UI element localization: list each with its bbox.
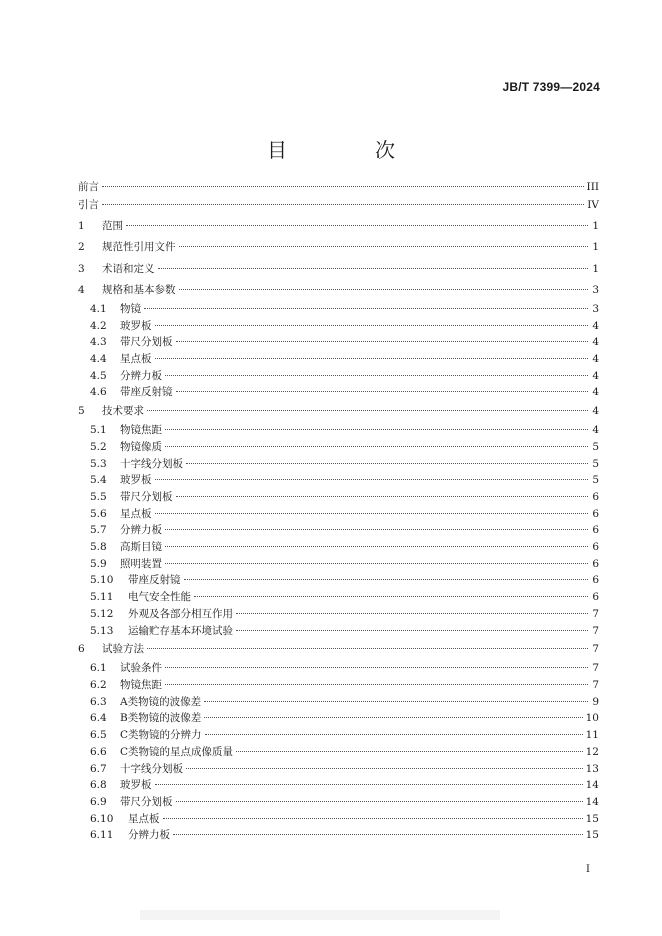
dot-leader bbox=[179, 246, 589, 247]
dot-leader bbox=[165, 375, 588, 376]
toc-entry-page: 6 bbox=[592, 541, 599, 554]
toc-entry-page: 9 bbox=[592, 695, 599, 708]
toc-entry-label: 玻罗板 bbox=[120, 779, 152, 792]
toc-entry-number: 6.6 bbox=[90, 745, 107, 758]
toc-entry-page: 6 bbox=[592, 557, 599, 570]
toc-entry-page: 7 bbox=[592, 662, 599, 675]
toc-entry-label: 物镜焦距 bbox=[120, 679, 162, 692]
toc-entry[interactable] bbox=[78, 522, 599, 539]
toc-entry-label: 试验方法 bbox=[102, 643, 144, 656]
dot-leader bbox=[158, 268, 589, 269]
toc-entry-page: 6 bbox=[592, 574, 599, 587]
footer-band bbox=[140, 910, 500, 920]
toc-entry-number: 6.5 bbox=[90, 729, 107, 742]
toc-entry-label: 物镜 bbox=[120, 302, 141, 315]
toc-entry-number: 5.9 bbox=[90, 557, 107, 570]
toc-entry-page: 7 bbox=[592, 607, 599, 620]
toc-entry-number: 5.11 bbox=[90, 591, 114, 604]
toc-entry[interactable] bbox=[78, 794, 599, 811]
toc-entry-number: 6.3 bbox=[90, 695, 107, 708]
dot-leader bbox=[165, 684, 588, 685]
toc-entry-label: 带尺分划板 bbox=[120, 795, 173, 808]
dot-leader bbox=[102, 186, 584, 187]
dot-leader bbox=[179, 289, 589, 290]
toc-entry-label: A类物镜的波像差 bbox=[120, 695, 202, 708]
toc-entry-number: 2 bbox=[78, 241, 85, 254]
toc-entry[interactable] bbox=[78, 216, 599, 237]
toc-entry-number: 4.3 bbox=[90, 336, 107, 349]
dot-leader bbox=[163, 818, 583, 819]
dot-leader bbox=[205, 734, 583, 735]
toc-entry-number: 5.3 bbox=[90, 457, 107, 470]
toc-entry[interactable] bbox=[78, 639, 599, 660]
toc-entry[interactable] bbox=[78, 384, 599, 401]
dot-leader bbox=[165, 429, 588, 430]
doc-code: JB/T 7399—2024 bbox=[502, 80, 600, 94]
toc-entry-page: 6 bbox=[592, 507, 599, 520]
toc-entry[interactable] bbox=[78, 301, 599, 318]
dot-leader bbox=[165, 546, 588, 547]
toc-entry[interactable] bbox=[78, 422, 599, 439]
dot-leader bbox=[165, 529, 588, 530]
toc-entry[interactable] bbox=[78, 589, 599, 606]
dot-leader bbox=[155, 358, 589, 359]
toc-entry-page: 12 bbox=[585, 745, 599, 758]
toc-entry-label: 规格和基本参数 bbox=[102, 283, 176, 296]
toc-entry-label: 物镜焦距 bbox=[120, 424, 162, 437]
toc-entry[interactable] bbox=[78, 827, 599, 844]
toc-entry-label: 运输贮存基本环境试验 bbox=[128, 624, 233, 637]
toc-entry-label: 十字线分划板 bbox=[120, 457, 183, 470]
toc-entry-number: 6.8 bbox=[90, 779, 107, 792]
dot-leader bbox=[176, 496, 589, 497]
toc-entry-page: 4 bbox=[592, 386, 599, 399]
dot-leader bbox=[204, 717, 582, 718]
toc-entry-page: 3 bbox=[592, 283, 599, 296]
toc-entry-label: 术语和定义 bbox=[102, 262, 155, 275]
toc-entry-label: 试验条件 bbox=[120, 662, 162, 675]
toc-entry-number: 5.2 bbox=[90, 440, 107, 453]
toc-entry-number: 5.8 bbox=[90, 541, 107, 554]
toc-entry-page: 7 bbox=[592, 643, 599, 656]
toc-entry[interactable] bbox=[78, 623, 599, 640]
toc-entry-label: 高斯目镜 bbox=[120, 541, 162, 554]
toc-entry-label: 十字线分划板 bbox=[120, 762, 183, 775]
toc-entry[interactable] bbox=[78, 660, 599, 677]
toc-entry-number: 6.2 bbox=[90, 679, 107, 692]
toc-entry[interactable] bbox=[78, 195, 599, 216]
toc-entry-page: 14 bbox=[585, 779, 599, 792]
toc-entry-number: 4.5 bbox=[90, 369, 107, 382]
toc-entry-page: 1 bbox=[592, 220, 599, 233]
toc-entry-page: 6 bbox=[592, 524, 599, 537]
toc-entry-label: 外观及各部分相互作用 bbox=[128, 607, 233, 620]
toc-entry[interactable] bbox=[78, 811, 599, 828]
toc-entry[interactable] bbox=[78, 777, 599, 794]
toc-entry[interactable] bbox=[78, 539, 599, 556]
toc-entry-label: 带座反射镜 bbox=[120, 386, 173, 399]
toc-entry[interactable] bbox=[78, 368, 599, 385]
toc-entry-label: 技术要求 bbox=[102, 405, 144, 418]
toc-entry-number: 4.1 bbox=[90, 302, 107, 315]
toc-entry-number: 6.1 bbox=[90, 662, 107, 675]
toc-entry-number: 6.7 bbox=[90, 762, 107, 775]
dot-leader bbox=[155, 325, 589, 326]
dot-leader bbox=[176, 341, 589, 342]
toc-entry-number: 5.13 bbox=[90, 624, 114, 637]
toc-entry-label: B类物镜的波像差 bbox=[120, 712, 202, 725]
toc-entry-number: 6.4 bbox=[90, 712, 107, 725]
dot-leader bbox=[155, 784, 583, 785]
toc-entry-label: C类物镜的分辨力 bbox=[120, 729, 202, 742]
toc-entry[interactable] bbox=[78, 318, 599, 335]
toc-entry-page: III bbox=[586, 181, 599, 193]
toc-entry-label: 星点板 bbox=[120, 507, 152, 520]
toc-entry-page: 11 bbox=[585, 729, 599, 742]
toc-entry-page: 15 bbox=[585, 829, 599, 842]
toc-entry-label: 玻罗板 bbox=[120, 474, 152, 487]
toc-entry-label: 分辨力板 bbox=[120, 524, 162, 537]
toc-entry-page: 5 bbox=[592, 457, 599, 470]
toc-entry-label: 范围 bbox=[102, 220, 123, 233]
dot-leader bbox=[204, 701, 588, 702]
toc-entry-label: 玻罗板 bbox=[120, 319, 152, 332]
dot-leader bbox=[173, 834, 583, 835]
toc-entry-page: 3 bbox=[592, 302, 599, 315]
dot-leader bbox=[186, 768, 583, 769]
toc-entry-page: IV bbox=[587, 199, 599, 211]
dot-leader bbox=[155, 479, 589, 480]
toc-entry-label: 物镜像质 bbox=[120, 440, 162, 453]
toc-entry[interactable] bbox=[78, 694, 599, 711]
dot-leader bbox=[176, 801, 583, 802]
toc-entry-label: 带座反射镜 bbox=[128, 574, 181, 587]
toc-entry[interactable] bbox=[78, 439, 599, 456]
toc-entry[interactable] bbox=[78, 401, 599, 422]
toc-entry-label: 带尺分划板 bbox=[120, 491, 173, 503]
page-number: I bbox=[586, 864, 590, 875]
toc-entry-page: 10 bbox=[585, 712, 599, 725]
toc-entry-page: 4 bbox=[592, 319, 599, 332]
toc-entry[interactable] bbox=[78, 677, 599, 694]
dot-leader bbox=[155, 513, 589, 514]
toc-entry-label: 引言 bbox=[78, 199, 99, 211]
toc-entry-page: 5 bbox=[592, 440, 599, 453]
toc-entry[interactable] bbox=[78, 606, 599, 623]
toc-entry-label: 规范性引用文件 bbox=[102, 241, 176, 254]
toc-entry-page: 1 bbox=[592, 262, 599, 275]
page-title: 目 次 bbox=[267, 138, 429, 162]
toc-entry-label: 电气安全性能 bbox=[128, 591, 191, 604]
toc-entry[interactable] bbox=[78, 472, 599, 489]
toc-entry-label: 星点板 bbox=[128, 812, 160, 825]
toc-entry-page: 15 bbox=[585, 812, 599, 825]
dot-leader bbox=[144, 308, 588, 309]
dot-leader bbox=[176, 391, 589, 392]
toc-entry-number: 1 bbox=[78, 220, 85, 233]
toc-entry-page: 6 bbox=[592, 491, 599, 503]
toc-entry-number: 5.7 bbox=[90, 524, 107, 537]
toc-entry-page: 4 bbox=[592, 353, 599, 365]
toc-entry-number: 4.4 bbox=[90, 353, 107, 365]
toc-entry-number: 5.10 bbox=[90, 574, 114, 587]
toc-entry[interactable] bbox=[78, 744, 599, 761]
toc-entry-number: 6.11 bbox=[90, 829, 114, 842]
toc-entry[interactable] bbox=[78, 761, 599, 778]
toc-entry[interactable] bbox=[78, 351, 599, 368]
dot-leader bbox=[236, 751, 583, 752]
dot-leader bbox=[184, 579, 589, 580]
toc-entry-number: 5 bbox=[78, 405, 85, 418]
toc-entry[interactable] bbox=[78, 727, 599, 744]
toc-entry[interactable] bbox=[78, 556, 599, 573]
dot-leader bbox=[165, 446, 588, 447]
toc-entry-number: 3 bbox=[78, 262, 85, 275]
dot-leader bbox=[165, 667, 588, 668]
toc-entry-label: 照明装置 bbox=[120, 557, 162, 570]
toc-entry-page: 4 bbox=[592, 424, 599, 437]
toc-entry-number: 4.2 bbox=[90, 319, 107, 332]
toc-entry-page: 7 bbox=[592, 624, 599, 637]
toc-entry-number: 5.4 bbox=[90, 474, 107, 487]
dot-leader bbox=[126, 225, 588, 226]
dot-leader bbox=[236, 613, 588, 614]
toc-entry-label: 前言 bbox=[78, 181, 99, 193]
toc-entry-page: 6 bbox=[592, 591, 599, 604]
dot-leader bbox=[147, 648, 588, 649]
toc-entry-number: 5.1 bbox=[90, 424, 107, 437]
toc-entry[interactable] bbox=[78, 237, 599, 258]
dot-leader bbox=[147, 410, 588, 411]
toc-entry-label: 分辨力板 bbox=[128, 829, 170, 842]
dot-leader bbox=[102, 204, 584, 205]
toc-entry-label: 分辨力板 bbox=[120, 369, 162, 382]
table-of-contents bbox=[78, 180, 599, 844]
toc-entry-number: 4 bbox=[78, 283, 85, 296]
toc-entry-page: 4 bbox=[592, 369, 599, 382]
toc-entry-page: 7 bbox=[592, 679, 599, 692]
dot-leader bbox=[165, 563, 588, 564]
toc-entry-number: 6.9 bbox=[90, 795, 107, 808]
toc-entry[interactable] bbox=[78, 456, 599, 473]
toc-entry-number: 6.10 bbox=[90, 812, 114, 825]
toc-entry-page: 13 bbox=[585, 762, 599, 775]
toc-entry-page: 5 bbox=[592, 474, 599, 487]
toc-entry-number: 5.12 bbox=[90, 607, 114, 620]
toc-entry-page: 1 bbox=[592, 241, 599, 254]
dot-leader bbox=[194, 596, 588, 597]
toc-entry[interactable] bbox=[78, 489, 599, 506]
toc-entry[interactable] bbox=[78, 506, 599, 523]
toc-entry-number: 5.5 bbox=[90, 491, 107, 503]
toc-entry-page: 4 bbox=[592, 405, 599, 418]
toc-entry-number: 6 bbox=[78, 643, 85, 656]
toc-entry-page: 14 bbox=[585, 795, 599, 808]
toc-entry-label: 带尺分划板 bbox=[120, 336, 173, 349]
toc-entry[interactable] bbox=[78, 572, 599, 589]
toc-entry-label: C类物镜的星点成像质量 bbox=[120, 745, 234, 758]
toc-entry-page: 4 bbox=[592, 336, 599, 349]
toc-entry[interactable] bbox=[78, 180, 599, 195]
toc-entry-label: 星点板 bbox=[120, 353, 152, 365]
toc-entry-number: 4.6 bbox=[90, 386, 107, 399]
toc-entry-number: 5.6 bbox=[90, 507, 107, 520]
toc-entry[interactable] bbox=[78, 334, 599, 351]
dot-leader bbox=[186, 463, 588, 464]
dot-leader bbox=[236, 630, 588, 631]
toc-entry[interactable] bbox=[78, 710, 599, 727]
toc-entry[interactable] bbox=[78, 280, 599, 301]
toc-entry[interactable] bbox=[78, 259, 599, 280]
